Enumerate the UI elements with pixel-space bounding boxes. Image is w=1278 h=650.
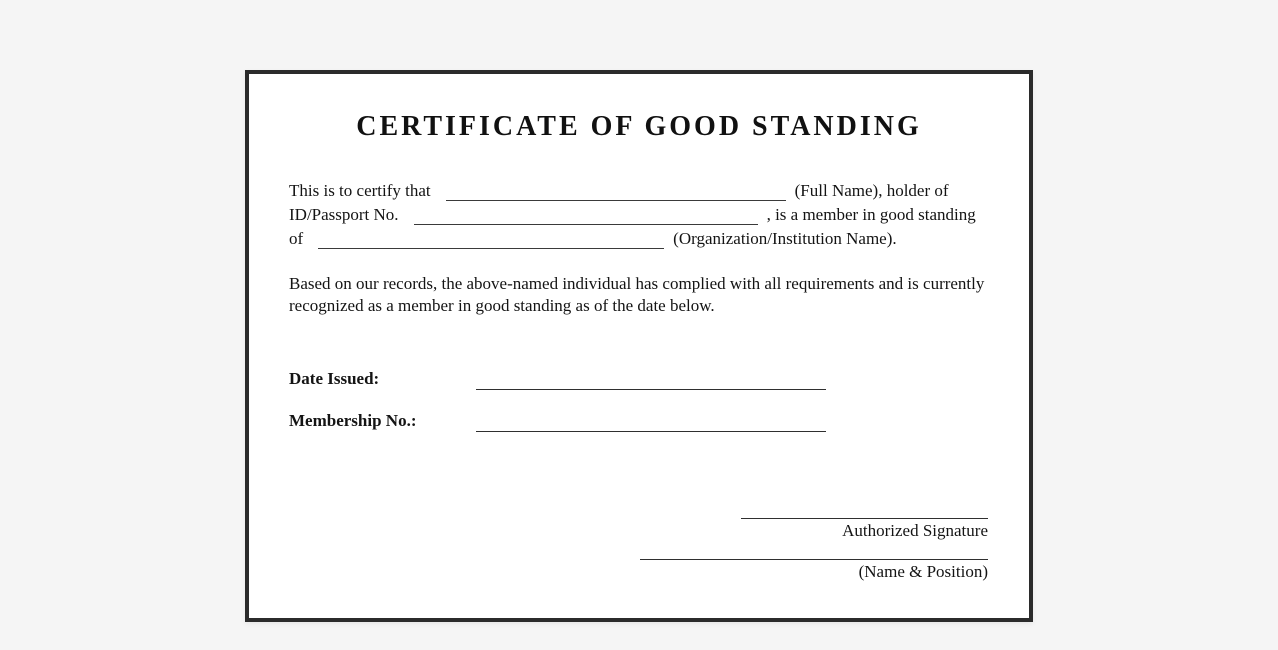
full-name-blank bbox=[446, 186, 786, 201]
intro-line-3 bbox=[289, 227, 1001, 251]
name-position-block bbox=[640, 559, 988, 582]
id-passport-blank bbox=[414, 210, 758, 225]
date-issued-blank bbox=[476, 369, 826, 390]
certificate-title: CERTIFICATE OF GOOD STANDING bbox=[356, 111, 922, 142]
intro-line1-prefix: This is to certify that bbox=[289, 181, 431, 200]
intro-line-1 bbox=[289, 179, 1001, 203]
organization-blank bbox=[318, 234, 664, 249]
intro-line2-suffix: , is a member in good standing bbox=[766, 205, 976, 224]
intro-line3-prefix: of bbox=[289, 229, 304, 248]
date-issued-label: Date Issued: bbox=[289, 369, 380, 388]
membership-no-blank bbox=[476, 411, 826, 432]
intro-line2-prefix: ID/Passport No. bbox=[289, 205, 399, 224]
name-position-label: (Name & Position) bbox=[858, 562, 988, 581]
intro-line1-suffix: (Full Name), holder of bbox=[794, 181, 949, 200]
body-paragraph: Based on our records, the above-named individual has complied with all requirements and is currently recognized as a member in good standing as of the date below. bbox=[289, 274, 985, 315]
authorized-signature-block bbox=[741, 518, 988, 541]
intro-line3-suffix: (Organization/Institution Name). bbox=[673, 229, 897, 248]
date-issued-field bbox=[289, 369, 989, 393]
intro-paragraph bbox=[289, 179, 1001, 251]
certificate-document bbox=[245, 70, 1033, 622]
intro-line-2 bbox=[289, 203, 1001, 227]
membership-no-field bbox=[289, 411, 989, 435]
membership-no-label: Membership No.: bbox=[289, 411, 417, 430]
authorized-signature-label: Authorized Signature bbox=[842, 521, 988, 540]
